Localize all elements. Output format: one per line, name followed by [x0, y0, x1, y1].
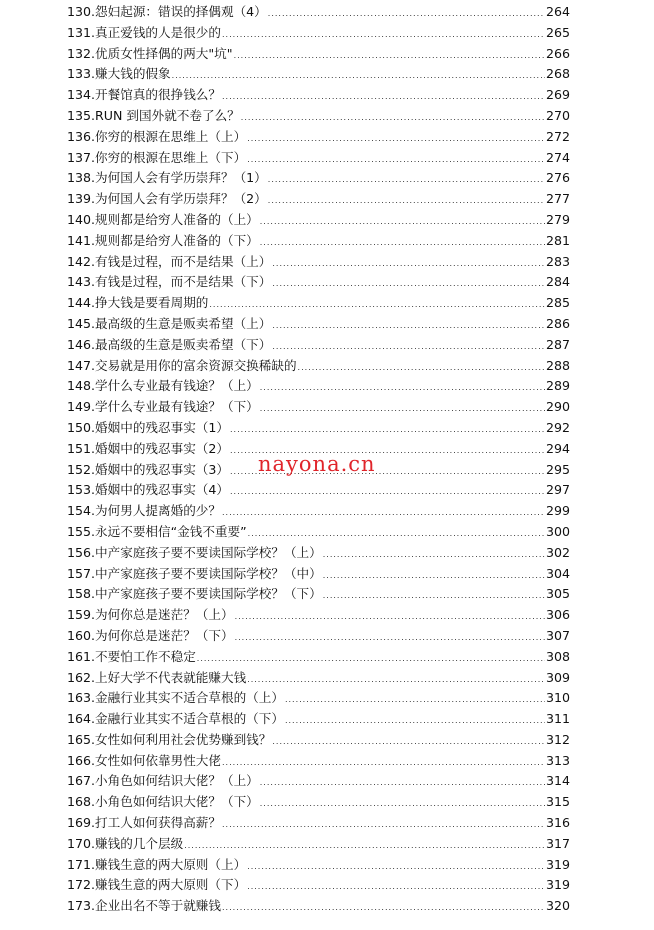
toc-entry[interactable]	[67, 314, 570, 335]
toc-entry[interactable]	[67, 480, 570, 501]
toc-dot-leader	[272, 730, 545, 753]
toc-dot-leader	[323, 543, 545, 566]
toc-entry-title: 166.女性如何依靠男性大佬	[67, 752, 221, 768]
toc-entry-title: 164.金融行业其实不适合草根的（下）	[67, 711, 284, 727]
toc-entry-page-number: 317	[545, 835, 570, 851]
toc-entry[interactable]	[67, 501, 570, 522]
toc-entry[interactable]	[67, 730, 570, 751]
toc-entry-page-number: 319	[545, 856, 570, 872]
toc-entry-page-number: 288	[545, 357, 570, 373]
toc-dot-leader	[272, 272, 545, 295]
toc-entry[interactable]	[67, 85, 570, 106]
toc-dot-leader	[260, 376, 545, 399]
toc-entry[interactable]	[67, 376, 570, 397]
toc-entry-title: 140.规则都是给穷人准备的（上）	[67, 211, 259, 227]
toc-entry[interactable]	[67, 896, 570, 917]
toc-entry[interactable]	[67, 875, 570, 896]
toc-dot-leader	[268, 2, 545, 25]
toc-entry-page-number: 313	[545, 752, 570, 768]
toc-entry-title: 155.永远不要相信“金钱不重要”	[67, 523, 247, 539]
toc-entry-title: 149.学什么专业最有钱途？（下）	[67, 399, 259, 415]
toc-entry-title: 154.为何男人提离婚的少？	[67, 503, 221, 519]
toc-entry-page-number: 319	[545, 877, 570, 893]
toc-dot-leader	[184, 834, 545, 857]
toc-entry-title: 161.不要怕工作不稳定	[67, 648, 196, 664]
toc-entry-page-number: 305	[545, 586, 570, 602]
toc-dot-leader	[197, 647, 545, 670]
toc-dot-leader	[285, 688, 545, 711]
toc-entry-title: 143.有钱是过程，而不是结果（下）	[67, 274, 272, 290]
toc-entry-page-number: 302	[545, 544, 570, 560]
toc-entry[interactable]	[67, 210, 570, 231]
toc-dot-leader	[272, 252, 545, 275]
toc-entry[interactable]	[67, 231, 570, 252]
toc-entry[interactable]	[67, 356, 570, 377]
toc-entry-page-number: 284	[545, 274, 570, 290]
toc-entry[interactable]	[67, 522, 570, 543]
toc-entry-page-number: 299	[545, 503, 570, 519]
toc-entry-title: 165.女性如何利用社会优势赚到钱？	[67, 731, 272, 747]
toc-entry-title: 173.企业出名不等于就赚钱	[67, 898, 221, 914]
toc-dot-leader	[260, 771, 545, 794]
toc-dot-leader	[234, 44, 545, 67]
toc-entry-title: 145.最高级的生意是贩卖希望（上）	[67, 315, 272, 331]
toc-dot-leader	[222, 501, 545, 524]
toc-entry-page-number: 297	[545, 482, 570, 498]
toc-entry[interactable]	[67, 293, 570, 314]
toc-entry-title: 144.挣大钱是要看周期的	[67, 295, 209, 311]
toc-dot-leader	[222, 23, 545, 46]
toc-entry[interactable]	[67, 168, 570, 189]
toc-dot-leader	[268, 168, 545, 191]
toc-entry-page-number: 307	[545, 627, 570, 643]
toc-entry-page-number: 270	[545, 107, 570, 123]
toc-entry[interactable]	[67, 792, 570, 813]
toc-entry-page-number: 308	[545, 648, 570, 664]
toc-entry-page-number: 266	[545, 45, 570, 61]
toc-dot-leader	[260, 231, 545, 254]
toc-dot-leader	[323, 564, 545, 587]
toc-dot-leader	[268, 189, 545, 212]
toc-entry[interactable]	[67, 418, 570, 439]
toc-dot-leader	[260, 397, 545, 420]
toc-entry-page-number: 276	[545, 170, 570, 186]
toc-entry[interactable]	[67, 584, 570, 605]
toc-dot-leader	[298, 356, 545, 379]
toc-entry[interactable]	[67, 771, 570, 792]
toc-entry-page-number: 316	[545, 815, 570, 831]
toc-entry-title: 139.为何国人会有学历崇拜？（2）	[67, 191, 267, 207]
toc-entry-page-number: 277	[545, 191, 570, 207]
toc-dot-leader	[247, 668, 545, 691]
toc-dot-leader	[247, 148, 545, 171]
toc-dot-leader	[222, 896, 545, 919]
toc-entry[interactable]	[67, 688, 570, 709]
toc-entry-title: 169.打工人如何获得高薪？	[67, 815, 221, 831]
toc-dot-leader	[235, 605, 545, 628]
toc-entry[interactable]	[67, 605, 570, 626]
toc-dot-leader	[172, 64, 545, 87]
toc-entry-title: 131.真正爱钱的人是很少的	[67, 24, 221, 40]
toc-entry-title: 130.怨妇起源：错误的择偶观（4）	[67, 4, 267, 19]
toc-entry-title: 153.婚姻中的残忍事实（4）	[67, 482, 229, 498]
toc-entry-title: 157.中产家庭孩子要不要读国际学校？（中）	[67, 565, 322, 581]
toc-dot-leader	[272, 314, 545, 337]
toc-dot-leader	[230, 418, 545, 441]
toc-dot-leader	[209, 293, 545, 316]
toc-entry[interactable]	[67, 626, 570, 647]
toc-entry-title: 133.赚大钱的假象	[67, 66, 171, 82]
toc-entry-title: 135.RUN 到国外就不卷了么？	[67, 107, 240, 123]
toc-entry-page-number: 292	[545, 419, 570, 435]
toc-entry-page-number: 268	[545, 66, 570, 82]
watermark: nayona.cn	[258, 452, 376, 476]
toc-entry-page-number: 274	[545, 149, 570, 165]
toc-entry[interactable]	[67, 647, 570, 668]
toc-entry-title: 147.交易就是用你的富余资源交换稀缺的	[67, 357, 297, 373]
toc-entry-title: 136.你穷的根源在思维上（上）	[67, 128, 247, 144]
toc-entry-page-number: 265	[545, 24, 570, 40]
toc-dot-leader	[222, 85, 545, 108]
toc-entry[interactable]	[67, 709, 570, 730]
toc-entry-title: 137.你穷的根源在思维上（下）	[67, 149, 247, 165]
toc-entry-title: 151.婚姻中的残忍事实（2）	[67, 440, 229, 456]
toc-entry-title: 159.为何你总是迷茫？（上）	[67, 607, 234, 623]
toc-entry-page-number: 306	[545, 607, 570, 623]
toc-entry-title: 146.最高级的生意是贩卖希望（下）	[67, 336, 272, 352]
toc-entry-title: 132.优质女性择偶的两大"坑"	[67, 45, 233, 61]
toc-entry[interactable]	[67, 335, 570, 356]
toc-entry-title: 138.为何国人会有学历崇拜？（1）	[67, 170, 267, 186]
toc-entry[interactable]	[67, 668, 570, 689]
toc-entry-title: 168.小角色如何结识大佬？（下）	[67, 794, 259, 810]
toc-entry-title: 152.婚姻中的残忍事实（3）	[67, 461, 229, 477]
toc-entry-page-number: 272	[545, 128, 570, 144]
toc-entry[interactable]	[67, 855, 570, 876]
toc-entry-title: 158.中产家庭孩子要不要读国际学校？（下）	[67, 586, 322, 602]
toc-entry-page-number: 310	[545, 690, 570, 706]
toc-entry[interactable]	[67, 834, 570, 855]
toc-entry-page-number: 289	[545, 378, 570, 394]
toc-entry-title: 162.上好大学不代表就能赚大钱	[67, 669, 247, 685]
toc-entry-page-number: 320	[545, 898, 570, 914]
toc-entry-title: 141.规则都是给穷人准备的（下）	[67, 232, 259, 248]
toc-entry[interactable]	[67, 252, 570, 273]
toc-dot-leader	[222, 813, 545, 836]
toc-entry-page-number: 312	[545, 731, 570, 747]
toc-entry-page-number: 286	[545, 315, 570, 331]
toc-dot-leader	[222, 751, 545, 774]
toc-entry-title: 163.金融行业其实不适合草根的（上）	[67, 690, 284, 706]
toc-dot-leader	[247, 875, 545, 898]
toc-entry-page-number: 309	[545, 669, 570, 685]
toc-entry[interactable]	[67, 127, 570, 148]
toc-entry-page-number: 283	[545, 253, 570, 269]
toc-entry[interactable]	[67, 64, 570, 85]
toc-dot-leader	[323, 584, 545, 607]
toc-entry-page-number: 300	[545, 523, 570, 539]
toc-entry[interactable]	[67, 148, 570, 169]
toc-dot-leader	[235, 626, 545, 649]
toc-entry[interactable]	[67, 44, 570, 65]
toc-dot-leader	[241, 106, 545, 129]
toc-dot-leader	[247, 127, 545, 150]
toc-entry-page-number: 264	[545, 4, 570, 19]
toc-entry-title: 142.有钱是过程，而不是结果（上）	[67, 253, 272, 269]
toc-entry-page-number: 269	[545, 87, 570, 103]
toc-entry-page-number: 304	[545, 565, 570, 581]
toc-entry-page-number: 295	[545, 461, 570, 477]
toc-entry[interactable]	[67, 189, 570, 210]
toc-entry-page-number: 311	[545, 711, 570, 727]
toc-entry[interactable]	[67, 106, 570, 127]
toc-entry[interactable]	[67, 543, 570, 564]
toc-dot-leader	[260, 792, 545, 815]
toc-dot-leader	[247, 855, 545, 878]
toc-entry-page-number: 287	[545, 336, 570, 352]
toc-entry[interactable]	[67, 564, 570, 585]
toc-entry[interactable]	[67, 272, 570, 293]
toc-entry-page-number: 294	[545, 440, 570, 456]
toc-entry-page-number: 315	[545, 794, 570, 810]
toc-entry-title: 134.开餐馆真的很挣钱么？	[67, 87, 221, 103]
toc-entry[interactable]	[67, 397, 570, 418]
toc-entry-title: 167.小角色如何结识大佬？（上）	[67, 773, 259, 789]
toc-dot-leader	[230, 480, 545, 503]
toc-entry-title: 156.中产家庭孩子要不要读国际学校？（上）	[67, 544, 322, 560]
toc-entry-title: 172.赚钱生意的两大原则（下）	[67, 877, 247, 893]
toc-entry-page-number: 314	[545, 773, 570, 789]
toc-entry-title: 160.为何你总是迷茫？（下）	[67, 627, 234, 643]
toc-entry-page-number: 279	[545, 211, 570, 227]
toc-entry-title: 150.婚姻中的残忍事实（1）	[67, 419, 229, 435]
toc-dot-leader	[272, 335, 545, 358]
toc-dot-leader	[285, 709, 545, 732]
toc-entry-title: 171.赚钱生意的两大原则（上）	[67, 856, 247, 872]
toc-entry[interactable]	[67, 813, 570, 834]
toc-dot-leader	[248, 522, 545, 545]
toc-entry-page-number: 281	[545, 232, 570, 248]
toc-entry[interactable]	[67, 2, 570, 23]
toc-entry[interactable]	[67, 23, 570, 44]
toc-entry-page-number: 285	[545, 295, 570, 311]
toc-entry-title: 170.赚钱的几个层级	[67, 835, 184, 851]
toc-entry[interactable]	[67, 751, 570, 772]
toc-entry-page-number: 290	[545, 399, 570, 415]
toc-entry-title: 148.学什么专业最有钱途？（上）	[67, 378, 259, 394]
toc-dot-leader	[260, 210, 545, 233]
